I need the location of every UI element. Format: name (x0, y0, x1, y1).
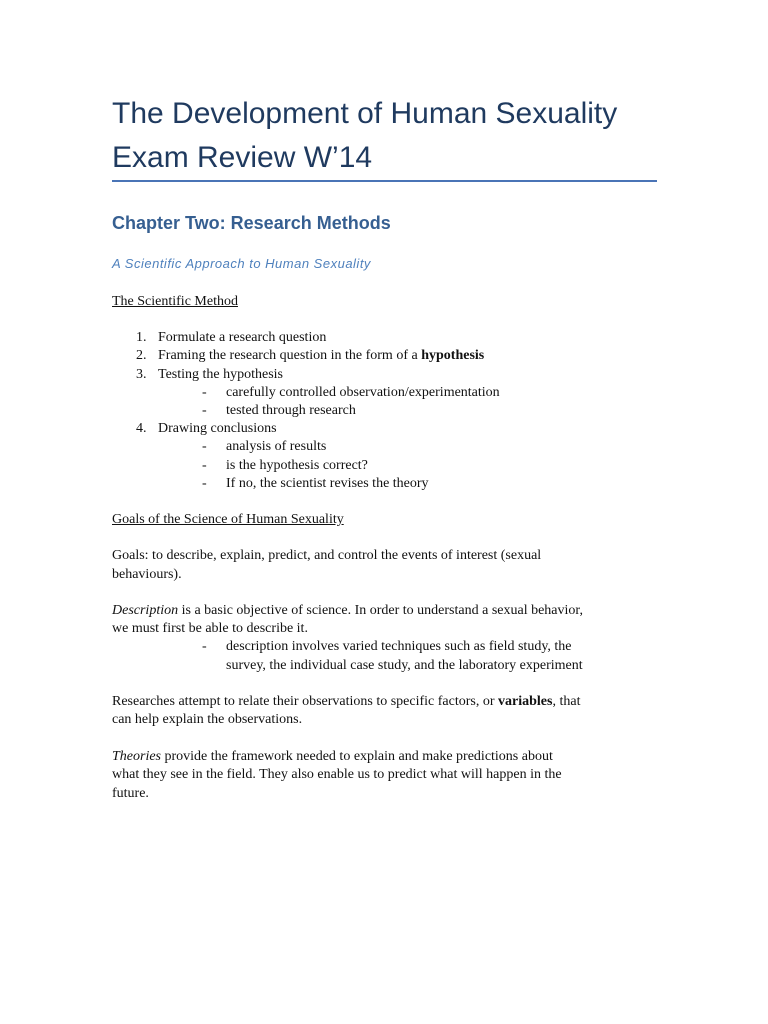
description-paragraph-line (112, 602, 583, 620)
description-text: is a basic objective of science. In order to understand a sexual behavior, (178, 603, 584, 618)
step-text: Testing the hypothesis (158, 367, 284, 382)
document-title (112, 92, 672, 180)
variables-text: Researches attempt to relate their observations to specific factors, or (112, 694, 499, 709)
step-number: 3. (136, 367, 147, 382)
bullet-text: analysis of results (226, 439, 327, 454)
bullet-text: tested through research (226, 403, 356, 418)
bullet-dash: - (202, 385, 207, 400)
step-number: 4. (136, 421, 147, 436)
bullet-dash: - (202, 458, 207, 473)
variables-text: , that (552, 694, 581, 709)
step-text (158, 347, 484, 365)
title-line-1: The Development of Human Sexuality (112, 97, 618, 130)
bullet-dash: - (202, 403, 207, 418)
bullet-dash: - (202, 476, 207, 491)
variables-paragraph-line (112, 693, 580, 711)
variables-term: variables (498, 694, 553, 709)
step-number: 2. (136, 348, 147, 363)
hypothesis-term: hypothesis (421, 348, 485, 363)
goals-paragraph-line: behaviours). (112, 567, 182, 582)
title-divider (112, 180, 657, 182)
bullet-text: If no, the scientist revises the theory (226, 476, 429, 491)
theories-paragraph-line: what they see in the field. They also enable us to predict what will happen in the (112, 767, 562, 782)
title-line-2: Exam Review W’14 (112, 141, 373, 174)
bullet-text: is the hypothesis correct? (226, 458, 368, 473)
bullet-text: survey, the individual case study, and the laboratory experiment (226, 658, 583, 673)
theories-term: Theories (112, 749, 161, 764)
description-paragraph-line: we must first be able to describe it. (112, 621, 308, 636)
theories-paragraph-line: future. (112, 786, 149, 801)
chapter-heading: Chapter Two: Research Methods (112, 213, 391, 233)
step-text-plain: Framing the research question in the form of a (158, 348, 422, 363)
theories-text: provide the framework needed to explain and make predictions about (161, 749, 553, 764)
variables-paragraph-line: can help explain the observations. (112, 712, 303, 727)
description-term: Description (112, 603, 179, 618)
bullet-text: carefully controlled observation/experimentation (226, 385, 500, 400)
bullet-dash: - (202, 439, 207, 454)
step-text: Formulate a research question (158, 330, 327, 345)
theories-paragraph-line (112, 748, 553, 766)
step-number: 1. (136, 330, 147, 345)
scientific-method-heading: The Scientific Method (112, 294, 238, 309)
section-subheading: A Scientific Approach to Human Sexuality (112, 256, 371, 271)
step-text: Drawing conclusions (158, 421, 277, 436)
bullet-dash: - (202, 639, 207, 654)
goals-paragraph-line: Goals: to describe, explain, predict, and control the events of interest (sexual (112, 548, 542, 563)
goals-heading: Goals of the Science of Human Sexuality (112, 512, 344, 527)
bullet-text: description involves varied techniques such as field study, the (226, 639, 572, 654)
